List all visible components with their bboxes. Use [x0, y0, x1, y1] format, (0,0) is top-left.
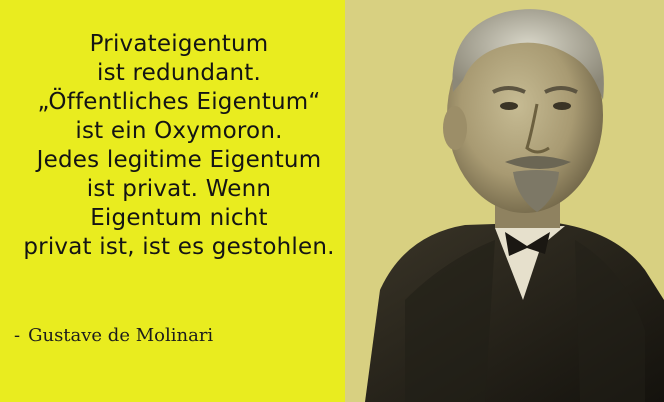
quote-line: Privateigentum: [89, 31, 269, 57]
eye-left: [500, 102, 518, 110]
quote-line: ist redundant.: [97, 60, 261, 86]
eye-right: [553, 102, 571, 110]
quote-line: ist ein Oxymoron.: [75, 118, 283, 144]
author-portrait: [345, 0, 664, 402]
attribution-dash: -: [14, 325, 21, 346]
quote-text: [0, 30, 358, 262]
quote-line: Eigentum nicht: [90, 205, 268, 231]
quote-attribution: [14, 325, 213, 346]
quote-line: ist privat. Wenn: [86, 176, 272, 202]
quote-line: Jedes legitime Eigentum: [36, 147, 322, 173]
author-name: Gustave de Molinari: [28, 325, 214, 346]
quote-line: privat ist, ist es gestohlen.: [23, 234, 335, 260]
quote-line: „Öffentliches Eigentum“: [37, 89, 321, 115]
